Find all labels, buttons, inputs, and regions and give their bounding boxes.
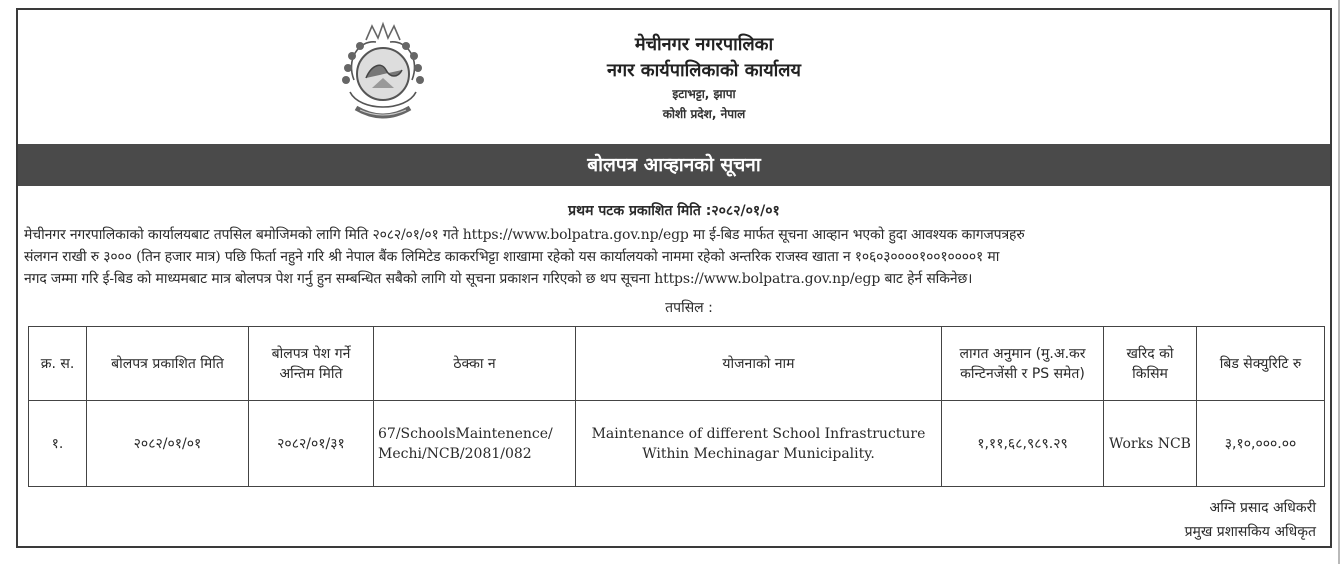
col-header-project-name: योजनाको नाम bbox=[576, 327, 942, 401]
signatory-title: प्रमुख प्रशासकिय अधिकृत bbox=[1184, 524, 1316, 540]
col-header-submission-deadline: बोलपत्र पेश गर्ने अन्तिम मिति bbox=[249, 327, 374, 401]
signatory-name: अग्नि प्रसाद अधिकरी bbox=[1209, 500, 1316, 516]
col-header-published-date: बोलपत्र प्रकाशित मिति bbox=[87, 327, 249, 401]
notice-title-banner: बोलपत्र आव्हानको सूचना bbox=[18, 144, 1330, 186]
notice-line-2: संलगन राखी रु ३००० (तिन हजार मात्र) पछि फिर्ता नहुने गरि श्री नेपाल बैंक लिमिटेड काकरभिट्टा शाखामा रहेको यस कार्यालयको नाममा रहेको अन्तरिक राजस्व खाता न १०६०३००००१००१००००१ मा bbox=[24, 249, 1000, 265]
notice-document bbox=[16, 8, 1332, 548]
cell-bid-security: ३,१०,०००.०० bbox=[1197, 401, 1325, 487]
cell-contract-no: 67/SchoolsMaintenence/ Mechi/NCB/2081/082 bbox=[374, 401, 576, 487]
cell-submission-deadline: २०८२/०१/३१ bbox=[249, 401, 374, 487]
cell-procurement-type: Works NCB bbox=[1104, 401, 1197, 487]
cell-project-name: Maintenance of different School Infrastructure Within Mechinagar Municipality. bbox=[576, 401, 942, 487]
notice-body bbox=[24, 224, 1326, 290]
table-header-row bbox=[29, 327, 1325, 401]
page-edge-divider bbox=[1338, 0, 1340, 564]
address-line-2: कोशी प्रदेश, नेपाल bbox=[662, 107, 746, 121]
cell-cost-estimate: १,११,६८,९८९.२९ bbox=[942, 401, 1104, 487]
bid-details-table bbox=[28, 326, 1325, 487]
notice-line-1: मेचीनगर नगरपालिकाको कार्यालयबाट तपसिल बमोजिमको लागि मिति २०८२/०१/०१ गते https://www.bolpatra.gov.np/egp मा ई-बिड मार्फत सूचना आव्हान भएको हुदा आवश्यक कागजपत्रहरु bbox=[24, 227, 1025, 243]
col-header-contract-no: ठेक्का न bbox=[374, 327, 576, 401]
col-header-procurement-type: खरिद को किसिम bbox=[1104, 327, 1197, 401]
office-name: नगर कार्यपालिकाको कार्यालय bbox=[607, 60, 801, 81]
signature-block bbox=[1185, 496, 1316, 544]
col-header-bid-security: बिड सेक्युरिटि रु bbox=[1197, 327, 1325, 401]
table-row bbox=[29, 401, 1325, 487]
details-label: तपसिल : bbox=[665, 300, 713, 316]
cell-sn: १. bbox=[29, 401, 87, 487]
col-header-sn: क्र. स. bbox=[29, 327, 87, 401]
office-title-block bbox=[18, 32, 1330, 124]
cell-published-date: २०८२/०१/०१ bbox=[87, 401, 249, 487]
notice-line-3: नगद जम्मा गरि ई-बिड को माध्यमबाट मात्र बोलपत्र पेश गर्नु हुन सम्बन्धित सबैको लागि यो सूचना प्रकाशन गरिएको छ थप सूचना https://www.bolpatra.gov.np/egp बाट हेर्न सकिनेछ। bbox=[24, 271, 973, 287]
address-line-1: इटाभट्टा, झापा bbox=[672, 87, 736, 101]
first-published-date: प्रथम पटक प्रकाशित मिति :२०८२/०१/०१ bbox=[568, 203, 780, 219]
municipality-name: मेचीनगर नगरपालिका bbox=[634, 34, 774, 55]
col-header-cost-estimate: लागत अनुमान (मु.अ.कर कन्टिनजेंसी र PS समेत) bbox=[942, 327, 1104, 401]
document-header bbox=[18, 10, 1330, 144]
